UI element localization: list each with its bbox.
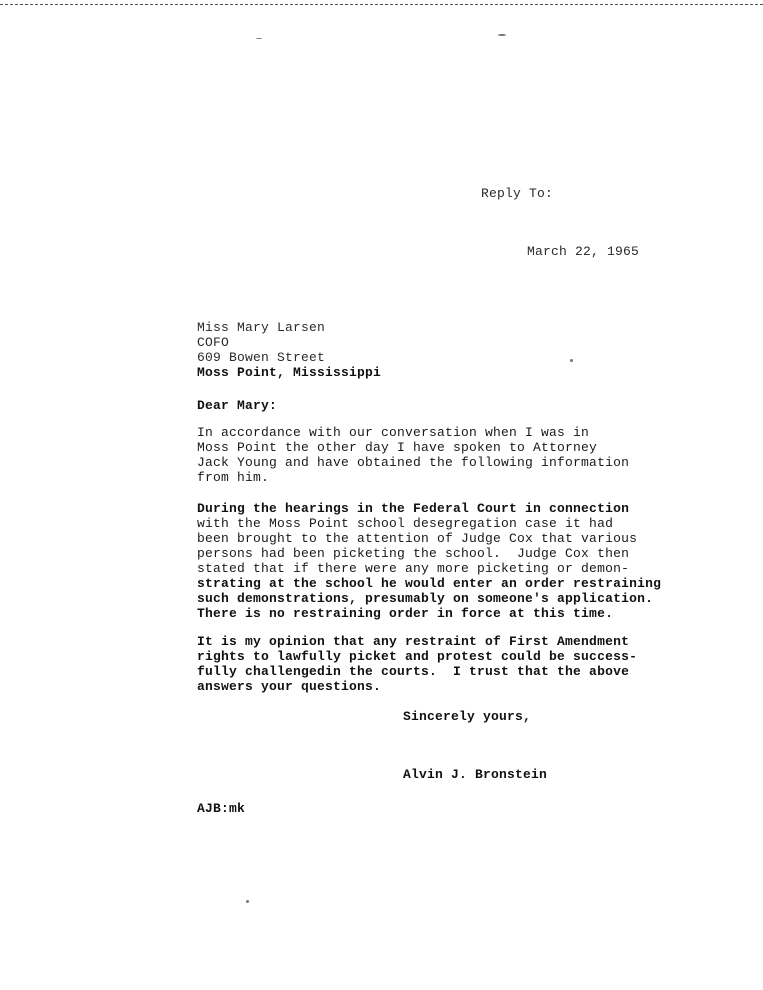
salutation: Dear Mary:	[197, 398, 278, 413]
paragraph-1-line: Moss Point the other day I have spoken to Attorney	[197, 440, 598, 455]
paragraph-3-line: fully challengedin the courts. I trust that the above	[197, 664, 630, 679]
paragraph-2-line: During the hearings in the Federal Court in connection	[197, 501, 630, 516]
paragraph-2-line: such demonstrations, presumably on someone's application.	[197, 591, 654, 606]
paragraph-2-line: with the Moss Point school desegregation case it had	[197, 516, 614, 531]
paragraph-2-line: persons had been picketing the school. Judge Cox then	[197, 546, 630, 561]
paragraph-1-line: Jack Young and have obtained the following information	[197, 455, 630, 470]
paragraph-2-line: strating at the school he would enter an order restraining	[197, 576, 662, 591]
paragraph-2-line: stated that if there were any more picketing or demon-	[197, 561, 630, 576]
recipient-name: Miss Mary Larsen	[197, 320, 326, 335]
paragraph-3-line: It is my opinion that any restraint of First Amendment	[197, 634, 630, 649]
letter-date: March 22, 1965	[527, 244, 640, 259]
recipient-org: COFO	[197, 335, 230, 350]
paragraph-3-line: rights to lawfully picket and protest could be success-	[197, 649, 638, 664]
closing: Sincerely yours,	[403, 709, 532, 724]
typist-initials: AJB:mk	[197, 801, 246, 816]
recipient-city: Moss Point, Mississippi	[197, 365, 382, 380]
paragraph-2-line: been brought to the attention of Judge Cox that various	[197, 531, 638, 546]
scan-speck	[570, 359, 573, 362]
page-top-edge	[0, 4, 763, 5]
scan-speck	[246, 900, 249, 903]
reply-to-label: Reply To:	[481, 186, 554, 201]
paragraph-3-line: answers your questions.	[197, 679, 382, 694]
scan-speck	[256, 38, 262, 39]
signature: Alvin J. Bronstein	[403, 767, 548, 782]
paragraph-2-line: There is no restraining order in force at this time.	[197, 606, 614, 621]
recipient-street: 609 Bowen Street	[197, 350, 326, 365]
paragraph-1-line: In accordance with our conversation when I was in	[197, 425, 590, 440]
scan-speck	[498, 34, 506, 36]
paragraph-1-line: from him.	[197, 470, 270, 485]
